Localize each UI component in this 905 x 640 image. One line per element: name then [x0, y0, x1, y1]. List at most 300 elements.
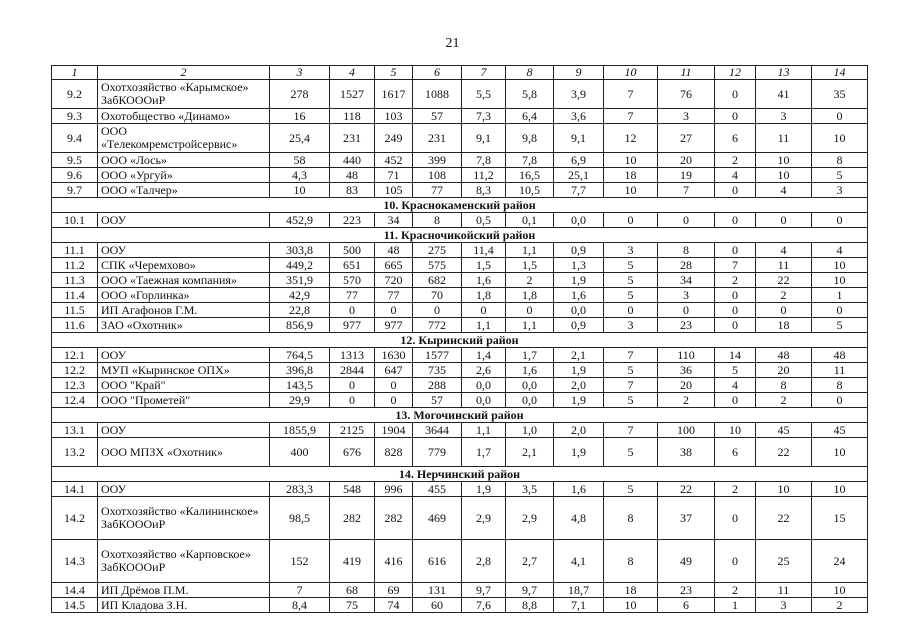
value-cell: 396,8	[270, 363, 330, 378]
value-cell: 223	[330, 213, 375, 228]
value-cell: 1	[715, 598, 756, 613]
table-row	[52, 438, 868, 467]
column-header: 3	[270, 66, 330, 80]
value-cell: 5	[604, 393, 658, 408]
value-cell: 8	[413, 213, 462, 228]
value-cell: 143,5	[270, 378, 330, 393]
value-cell: 152	[270, 540, 330, 583]
table-row	[52, 318, 868, 333]
row-number-cell: 11.5	[52, 303, 98, 318]
value-cell: 3	[812, 183, 868, 198]
value-cell: 5	[604, 273, 658, 288]
value-cell: 977	[330, 318, 375, 333]
value-cell: 452	[375, 153, 413, 168]
organization-name-cell: ИП Кладова З.Н.	[98, 598, 270, 613]
value-cell: 249	[375, 124, 413, 153]
table-body	[52, 66, 868, 613]
value-cell: 10	[812, 258, 868, 273]
value-cell: 2	[715, 153, 756, 168]
organization-name-cell: ООО «Талчер»	[98, 183, 270, 198]
value-cell: 5	[604, 258, 658, 273]
value-cell: 70	[413, 288, 462, 303]
value-cell: 0	[375, 378, 413, 393]
column-header: 14	[812, 66, 868, 80]
row-number-cell: 14.1	[52, 482, 98, 497]
value-cell: 11	[756, 124, 812, 153]
section-header-row	[52, 333, 868, 348]
value-cell: 7	[604, 80, 658, 109]
page-number: 21	[445, 36, 460, 51]
table-row	[52, 393, 868, 408]
section-title: 11. Красночикойский район	[52, 228, 868, 243]
row-number-cell: 10.1	[52, 213, 98, 228]
value-cell: 7,8	[462, 153, 506, 168]
value-cell: 665	[375, 258, 413, 273]
value-cell: 735	[413, 363, 462, 378]
table-row	[52, 183, 868, 198]
value-cell: 1,1	[506, 243, 554, 258]
value-cell: 3	[756, 598, 812, 613]
section-header-row	[52, 467, 868, 482]
value-cell: 231	[330, 124, 375, 153]
organization-name-cell: ООО «Ургуй»	[98, 168, 270, 183]
value-cell: 0	[506, 303, 554, 318]
value-cell: 0	[604, 213, 658, 228]
organization-name-cell: ЗАО «Охотник»	[98, 318, 270, 333]
value-cell: 440	[330, 153, 375, 168]
value-cell: 3644	[413, 423, 462, 438]
value-cell: 0,5	[462, 213, 506, 228]
value-cell: 1,6	[462, 273, 506, 288]
value-cell: 0	[330, 378, 375, 393]
value-cell: 5	[715, 363, 756, 378]
table-row	[52, 540, 868, 583]
value-cell: 2,9	[506, 497, 554, 540]
value-cell: 11,4	[462, 243, 506, 258]
column-header: 13	[756, 66, 812, 80]
table-row	[52, 348, 868, 363]
value-cell: 5	[812, 168, 868, 183]
row-number-cell: 14.4	[52, 583, 98, 598]
value-cell: 83	[330, 183, 375, 198]
row-number-cell: 9.4	[52, 124, 98, 153]
value-cell: 98,5	[270, 497, 330, 540]
column-header: 5	[375, 66, 413, 80]
value-cell: 6	[715, 438, 756, 467]
value-cell: 76	[658, 80, 715, 109]
value-cell: 0	[330, 393, 375, 408]
section-header-row	[52, 408, 868, 423]
value-cell: 10,5	[506, 183, 554, 198]
value-cell: 49	[658, 540, 715, 583]
column-header: 10	[604, 66, 658, 80]
table-row	[52, 258, 868, 273]
value-cell: 570	[330, 273, 375, 288]
value-cell: 3	[604, 243, 658, 258]
organization-name-cell: ООО «Таежная компания»	[98, 273, 270, 288]
section-header-row	[52, 228, 868, 243]
value-cell: 0	[715, 393, 756, 408]
value-cell: 3	[604, 318, 658, 333]
value-cell: 278	[270, 80, 330, 109]
value-cell: 2,1	[506, 438, 554, 467]
value-cell: 28	[658, 258, 715, 273]
value-cell: 48	[375, 243, 413, 258]
value-cell: 1630	[375, 348, 413, 363]
value-cell: 548	[330, 482, 375, 497]
value-cell: 38	[658, 438, 715, 467]
value-cell: 10	[270, 183, 330, 198]
value-cell: 110	[658, 348, 715, 363]
value-cell: 0,0	[462, 378, 506, 393]
value-cell: 0	[715, 213, 756, 228]
value-cell: 0	[812, 303, 868, 318]
value-cell: 2	[715, 273, 756, 288]
column-header: 7	[462, 66, 506, 80]
value-cell: 23	[658, 318, 715, 333]
row-number-cell: 9.2	[52, 80, 98, 109]
value-cell: 1,9	[462, 482, 506, 497]
value-cell: 275	[413, 243, 462, 258]
value-cell: 449,2	[270, 258, 330, 273]
value-cell: 7	[715, 258, 756, 273]
value-cell: 282	[330, 497, 375, 540]
value-cell: 1,7	[506, 348, 554, 363]
value-cell: 0,9	[554, 318, 604, 333]
section-header-row	[52, 198, 868, 213]
value-cell: 575	[413, 258, 462, 273]
row-number-cell: 9.7	[52, 183, 98, 198]
value-cell: 676	[330, 438, 375, 467]
value-cell: 1,6	[506, 363, 554, 378]
value-cell: 7,7	[554, 183, 604, 198]
value-cell: 58	[270, 153, 330, 168]
value-cell: 2,8	[462, 540, 506, 583]
value-cell: 0	[715, 80, 756, 109]
value-cell: 1,9	[554, 273, 604, 288]
value-cell: 22,8	[270, 303, 330, 318]
organization-name-cell: Охотхозяйство «Карповское» ЗабКОООиР	[98, 540, 270, 583]
value-cell: 1617	[375, 80, 413, 109]
value-cell: 3,9	[554, 80, 604, 109]
data-table	[51, 65, 868, 613]
value-cell: 1,7	[462, 438, 506, 467]
organization-name-cell: ООО "Край"	[98, 378, 270, 393]
value-cell: 18	[604, 168, 658, 183]
value-cell: 2,9	[462, 497, 506, 540]
value-cell: 0	[375, 303, 413, 318]
value-cell: 2	[658, 393, 715, 408]
organization-name-cell: ООУ	[98, 243, 270, 258]
column-header: 9	[554, 66, 604, 80]
value-cell: 34	[375, 213, 413, 228]
value-cell: 8	[658, 243, 715, 258]
table-row	[52, 497, 868, 540]
value-cell: 18	[604, 583, 658, 598]
row-number-cell: 14.5	[52, 598, 98, 613]
value-cell: 0	[715, 303, 756, 318]
table-row	[52, 109, 868, 124]
value-cell: 71	[375, 168, 413, 183]
value-cell: 8	[604, 497, 658, 540]
value-cell: 1,6	[554, 288, 604, 303]
value-cell: 19	[658, 168, 715, 183]
section-title: 13. Могочинский район	[52, 408, 868, 423]
value-cell: 11	[812, 363, 868, 378]
value-cell: 400	[270, 438, 330, 467]
organization-name-cell: ООО «Лось»	[98, 153, 270, 168]
value-cell: 977	[375, 318, 413, 333]
value-cell: 4	[715, 168, 756, 183]
value-cell: 5,5	[462, 80, 506, 109]
value-cell: 0	[330, 303, 375, 318]
value-cell: 0	[375, 393, 413, 408]
table-row	[52, 243, 868, 258]
table-row	[52, 80, 868, 109]
table-row	[52, 378, 868, 393]
value-cell: 68	[330, 583, 375, 598]
value-cell: 0,0	[554, 213, 604, 228]
value-cell: 0	[812, 213, 868, 228]
value-cell: 10	[604, 153, 658, 168]
value-cell: 6	[715, 124, 756, 153]
organization-name-cell: ООО "Прометей"	[98, 393, 270, 408]
value-cell: 2125	[330, 423, 375, 438]
section-title: 14. Нерчинский район	[52, 467, 868, 482]
value-cell: 1088	[413, 80, 462, 109]
organization-name-cell: СПК «Черемхово»	[98, 258, 270, 273]
organization-name-cell: ООУ	[98, 213, 270, 228]
value-cell: 1,4	[462, 348, 506, 363]
organization-name-cell: ООУ	[98, 348, 270, 363]
value-cell: 0	[462, 303, 506, 318]
value-cell: 48	[330, 168, 375, 183]
value-cell: 419	[330, 540, 375, 583]
table-row	[52, 583, 868, 598]
value-cell: 4,3	[270, 168, 330, 183]
value-cell: 16,5	[506, 168, 554, 183]
value-cell: 0	[715, 243, 756, 258]
row-number-cell: 11.3	[52, 273, 98, 288]
value-cell: 69	[375, 583, 413, 598]
value-cell: 48	[812, 348, 868, 363]
value-cell: 616	[413, 540, 462, 583]
value-cell: 20	[658, 378, 715, 393]
value-cell: 36	[658, 363, 715, 378]
value-cell: 1,6	[554, 482, 604, 497]
value-cell: 4,8	[554, 497, 604, 540]
value-cell: 1,5	[506, 258, 554, 273]
organization-name-cell: ООУ	[98, 482, 270, 497]
value-cell: 0,0	[554, 303, 604, 318]
organization-name-cell: ООУ	[98, 423, 270, 438]
value-cell: 5	[812, 318, 868, 333]
value-cell: 9,7	[462, 583, 506, 598]
value-cell: 1,5	[462, 258, 506, 273]
value-cell: 1313	[330, 348, 375, 363]
value-cell: 7	[604, 378, 658, 393]
value-cell: 231	[413, 124, 462, 153]
value-cell: 12	[604, 124, 658, 153]
value-cell: 1,1	[506, 318, 554, 333]
value-cell: 24	[812, 540, 868, 583]
value-cell: 2,0	[554, 423, 604, 438]
value-cell: 22	[756, 497, 812, 540]
value-cell: 2	[715, 583, 756, 598]
value-cell: 1855,9	[270, 423, 330, 438]
value-cell: 856,9	[270, 318, 330, 333]
value-cell: 18,7	[554, 583, 604, 598]
table-row	[52, 153, 868, 168]
value-cell: 5	[604, 288, 658, 303]
column-header: 1	[52, 66, 98, 80]
row-number-cell: 14.2	[52, 497, 98, 540]
value-cell: 651	[330, 258, 375, 273]
value-cell: 8	[756, 378, 812, 393]
value-cell: 25,4	[270, 124, 330, 153]
value-cell: 764,5	[270, 348, 330, 363]
value-cell: 57	[413, 109, 462, 124]
value-cell: 6	[658, 598, 715, 613]
table-row	[52, 482, 868, 497]
value-cell: 8	[604, 540, 658, 583]
value-cell: 720	[375, 273, 413, 288]
value-cell: 10	[812, 438, 868, 467]
value-cell: 42,9	[270, 288, 330, 303]
value-cell: 8,3	[462, 183, 506, 198]
table-row	[52, 168, 868, 183]
value-cell: 9,8	[506, 124, 554, 153]
value-cell: 4	[812, 243, 868, 258]
value-cell: 108	[413, 168, 462, 183]
value-cell: 3	[756, 109, 812, 124]
value-cell: 4	[756, 183, 812, 198]
value-cell: 20	[658, 153, 715, 168]
value-cell: 131	[413, 583, 462, 598]
table-row	[52, 303, 868, 318]
value-cell: 8	[812, 153, 868, 168]
value-cell: 10	[756, 482, 812, 497]
value-cell: 2	[812, 598, 868, 613]
value-cell: 2	[506, 273, 554, 288]
value-cell: 0,1	[506, 213, 554, 228]
value-cell: 25,1	[554, 168, 604, 183]
value-cell: 455	[413, 482, 462, 497]
value-cell: 6,9	[554, 153, 604, 168]
row-number-cell: 12.3	[52, 378, 98, 393]
value-cell: 2	[756, 288, 812, 303]
value-cell: 0	[604, 303, 658, 318]
value-cell: 452,9	[270, 213, 330, 228]
table-row	[52, 273, 868, 288]
value-cell: 6,4	[506, 109, 554, 124]
value-cell: 35	[812, 80, 868, 109]
value-cell: 74	[375, 598, 413, 613]
value-cell: 5	[604, 438, 658, 467]
value-cell: 996	[375, 482, 413, 497]
row-number-cell: 11.2	[52, 258, 98, 273]
value-cell: 10	[812, 273, 868, 288]
value-cell: 3,6	[554, 109, 604, 124]
value-cell: 828	[375, 438, 413, 467]
value-cell: 8	[812, 378, 868, 393]
value-cell: 9,1	[554, 124, 604, 153]
value-cell: 11	[756, 583, 812, 598]
value-cell: 77	[330, 288, 375, 303]
organization-name-cell: Охотобщество «Динамо»	[98, 109, 270, 124]
table-row	[52, 598, 868, 613]
column-header: 11	[658, 66, 715, 80]
column-header: 4	[330, 66, 375, 80]
value-cell: 4,1	[554, 540, 604, 583]
table-row	[52, 213, 868, 228]
column-header: 2	[98, 66, 270, 80]
value-cell: 2,0	[554, 378, 604, 393]
value-cell: 22	[756, 273, 812, 288]
table-row	[52, 363, 868, 378]
organization-name-cell: МУП «Кыринское ОПХ»	[98, 363, 270, 378]
value-cell: 469	[413, 497, 462, 540]
value-cell: 0	[756, 213, 812, 228]
value-cell: 1	[812, 288, 868, 303]
value-cell: 0	[756, 303, 812, 318]
column-header: 6	[413, 66, 462, 80]
value-cell: 1,1	[462, 423, 506, 438]
value-cell: 23	[658, 583, 715, 598]
value-cell: 60	[413, 598, 462, 613]
value-cell: 105	[375, 183, 413, 198]
value-cell: 29,9	[270, 393, 330, 408]
value-cell: 283,3	[270, 482, 330, 497]
value-cell: 7,6	[462, 598, 506, 613]
value-cell: 1,0	[506, 423, 554, 438]
value-cell: 9,1	[462, 124, 506, 153]
value-cell: 1,3	[554, 258, 604, 273]
value-cell: 303,8	[270, 243, 330, 258]
value-cell: 4	[756, 243, 812, 258]
value-cell: 7	[604, 348, 658, 363]
value-cell: 10	[812, 124, 868, 153]
row-number-cell: 11.1	[52, 243, 98, 258]
value-cell: 682	[413, 273, 462, 288]
organization-name-cell: ООО «Горлинка»	[98, 288, 270, 303]
value-cell: 7	[604, 423, 658, 438]
value-cell: 5	[604, 482, 658, 497]
value-cell: 5,8	[506, 80, 554, 109]
row-number-cell: 9.3	[52, 109, 98, 124]
value-cell: 2,6	[462, 363, 506, 378]
value-cell: 5	[604, 363, 658, 378]
value-cell: 2	[756, 393, 812, 408]
value-cell: 351,9	[270, 273, 330, 288]
value-cell: 18	[756, 318, 812, 333]
value-cell: 15	[812, 497, 868, 540]
row-number-cell: 9.5	[52, 153, 98, 168]
value-cell: 0,9	[554, 243, 604, 258]
table-row	[52, 288, 868, 303]
value-cell: 7	[604, 109, 658, 124]
value-cell: 34	[658, 273, 715, 288]
value-cell: 25	[756, 540, 812, 583]
value-cell: 2844	[330, 363, 375, 378]
column-header: 12	[715, 66, 756, 80]
organization-name-cell: Охотхозяйство «Карымское» ЗабКОООиР	[98, 80, 270, 109]
value-cell: 10	[812, 583, 868, 598]
table-row	[52, 423, 868, 438]
value-cell: 1,9	[554, 393, 604, 408]
organization-name-cell: ИП Дрёмов П.М.	[98, 583, 270, 598]
value-cell: 10	[812, 482, 868, 497]
